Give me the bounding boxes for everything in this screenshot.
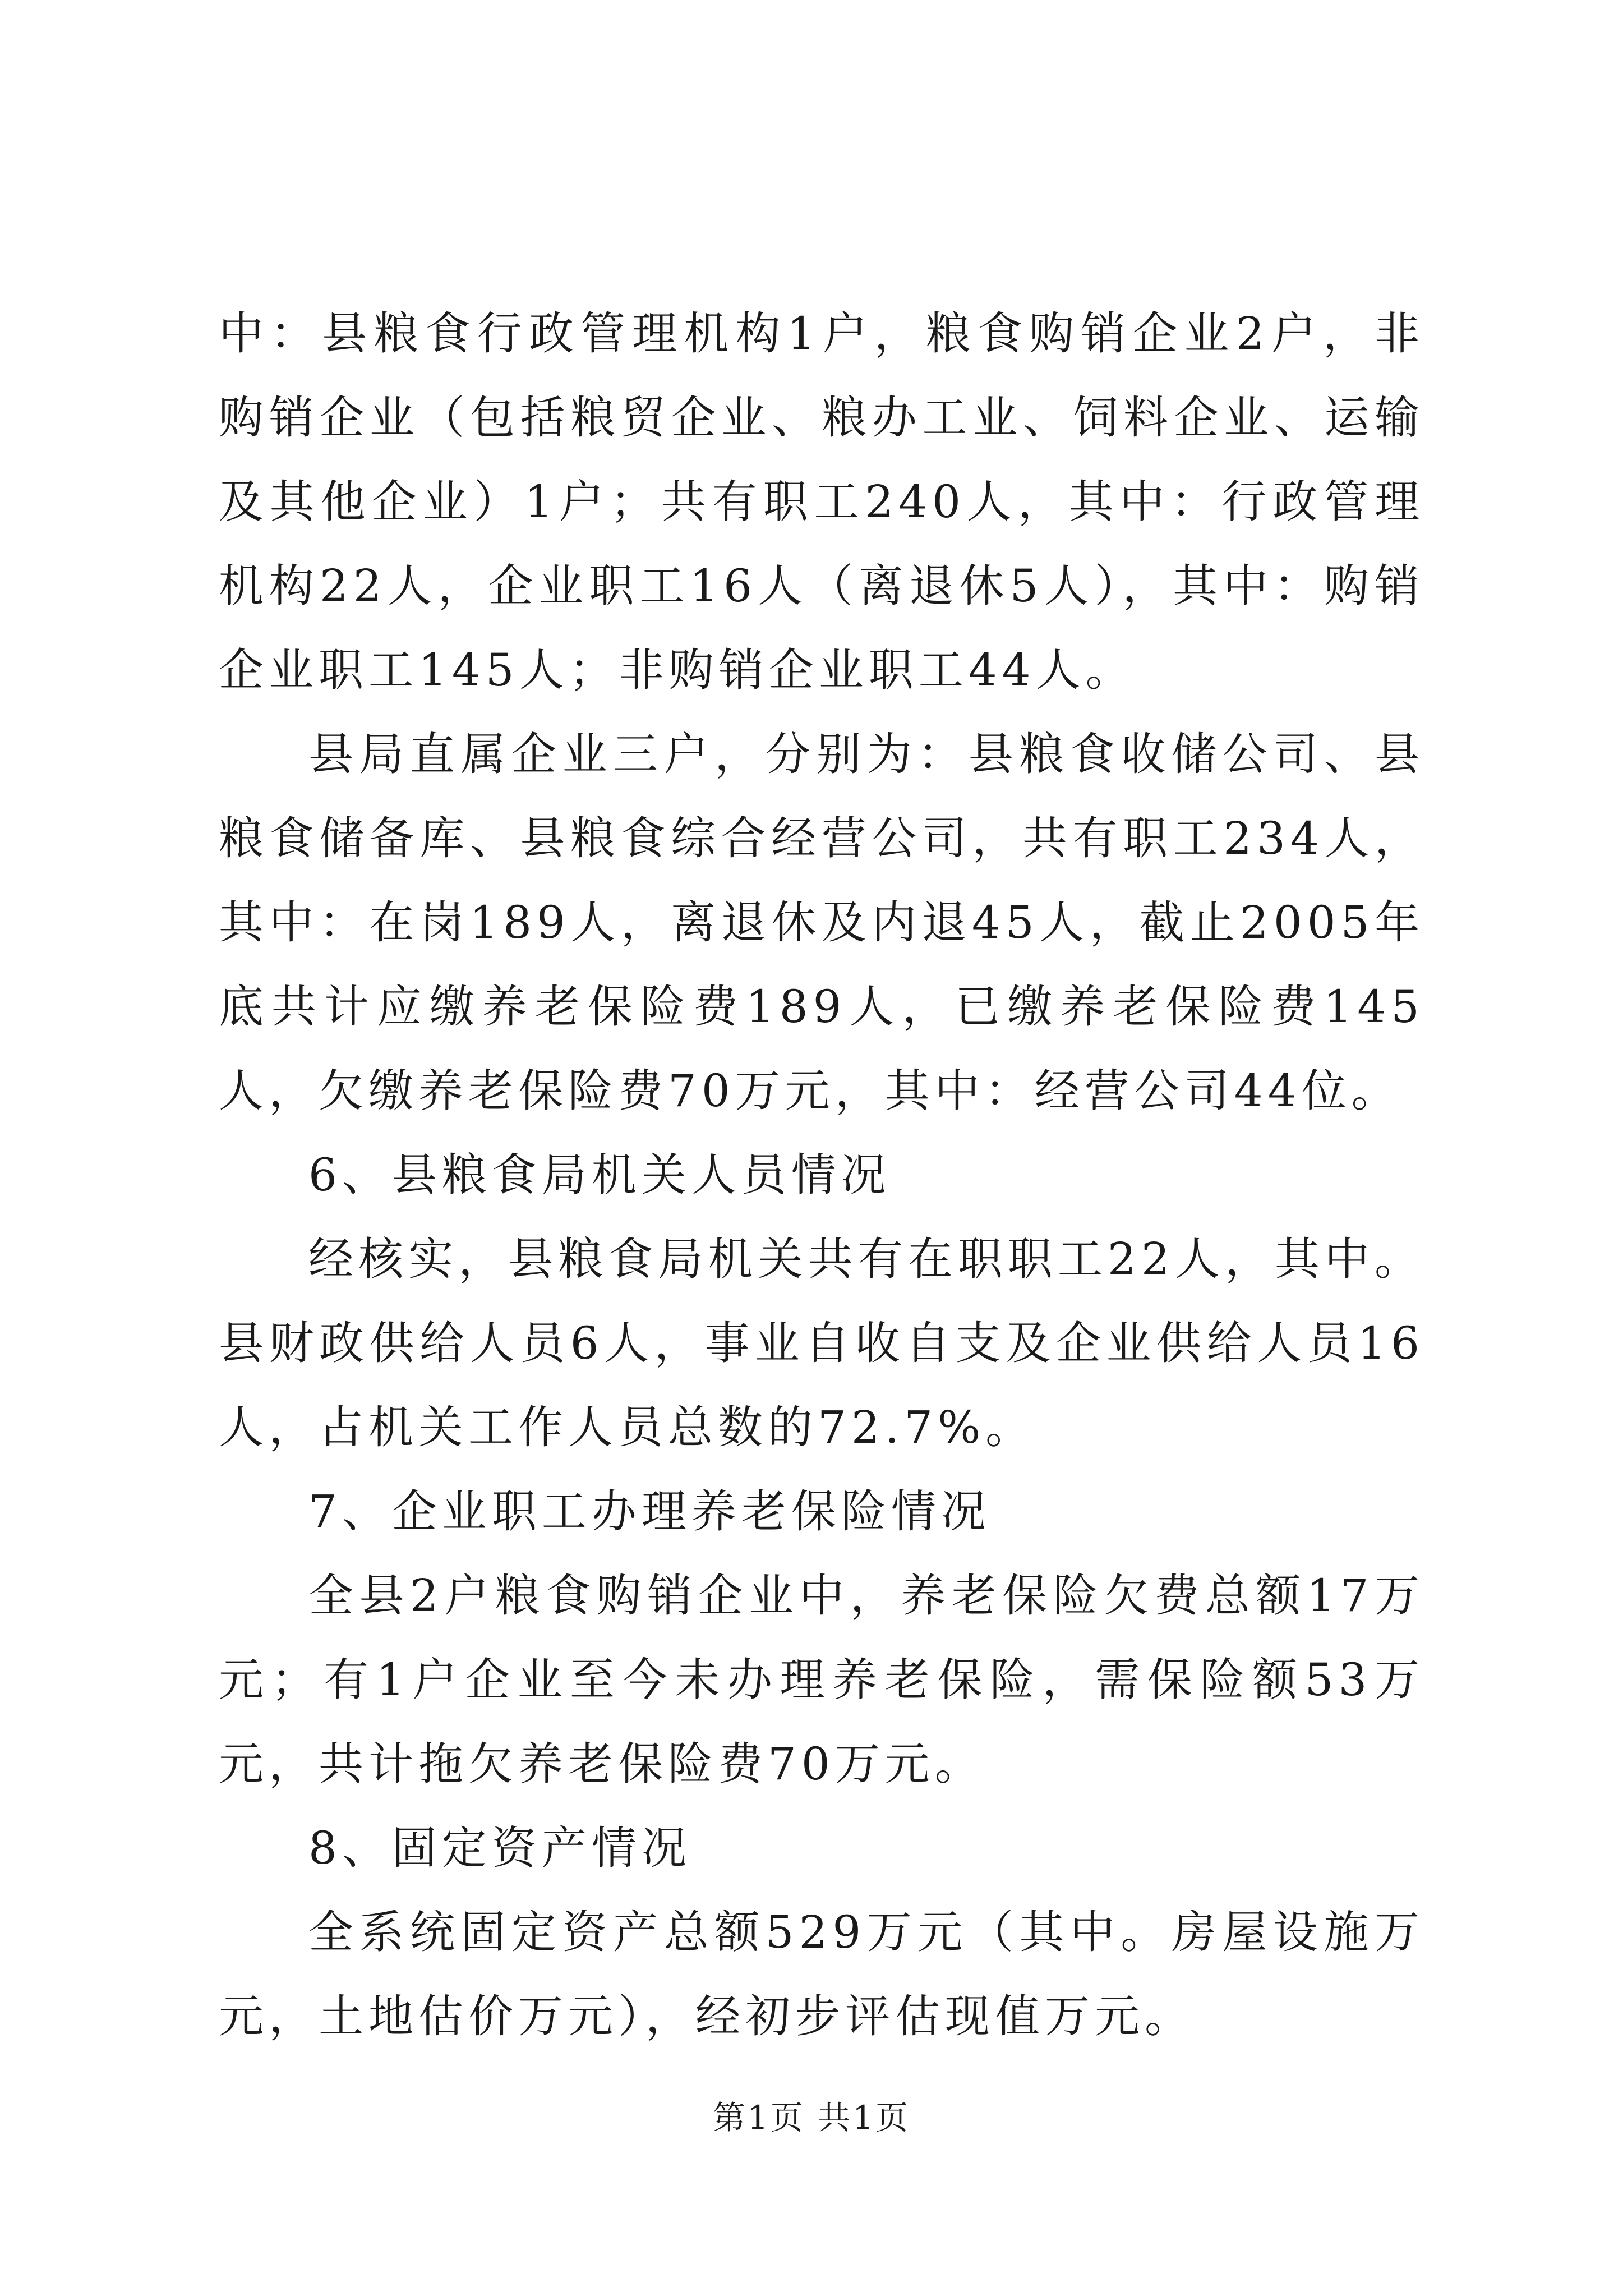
paragraph-continuation: 中：县粮食行政管理机构1户，粮食购销企业2户，非购销企业（包括粮贸企业、粮办工业、饲料企业、运输及其他企业）1户；共有职工240人，其中：行政管理机构22人，企业职工16人（离退休5人），其中：购销企业职工145人；非购销企业职工44人。: [219, 307, 1424, 696]
paragraph-fixed-assets: 全系统固定资产总额529万元（其中。房屋设施万元，土地估价万元），经初步评估现值万元。: [219, 1906, 1424, 2042]
paragraph-direct-enterprises: 县局直属企业三户，分别为：县粮食收储公司、县粮食储备库、县粮食综合经营公司，共有职工234人，其中：在岗189人，离退休及内退45人，截止2005年底共计应缴养老保险费189人，已缴养老保险费145人，欠缴养老保险费70万元，其中：经营公司44位。: [219, 728, 1424, 1117]
section-heading-7: 7、企业职工办理养老保险情况: [308, 1485, 991, 1538]
page-footer: 第1页 共1页: [712, 2099, 911, 2137]
document-body: [219, 292, 1424, 2059]
paragraph-pension-insurance: 全县2户粮食购销企业中，养老保险欠费总额17万元；有1户企业至今未办理养老保险，需保险额53万元，共计拖欠养老保险费70万元。: [219, 1570, 1424, 1790]
paragraph-bureau-staff: 经核实，县粮食局机关共有在职职工22人，其中。县财政供给人员6人，事业自收自支及企业供给人员16人，占机关工作人员总数的72.7%。: [219, 1233, 1424, 1453]
section-heading-6: 6、县粮食局机关人员情况: [308, 1149, 891, 1201]
section-heading-8: 8、固定资产情况: [308, 1822, 691, 1874]
